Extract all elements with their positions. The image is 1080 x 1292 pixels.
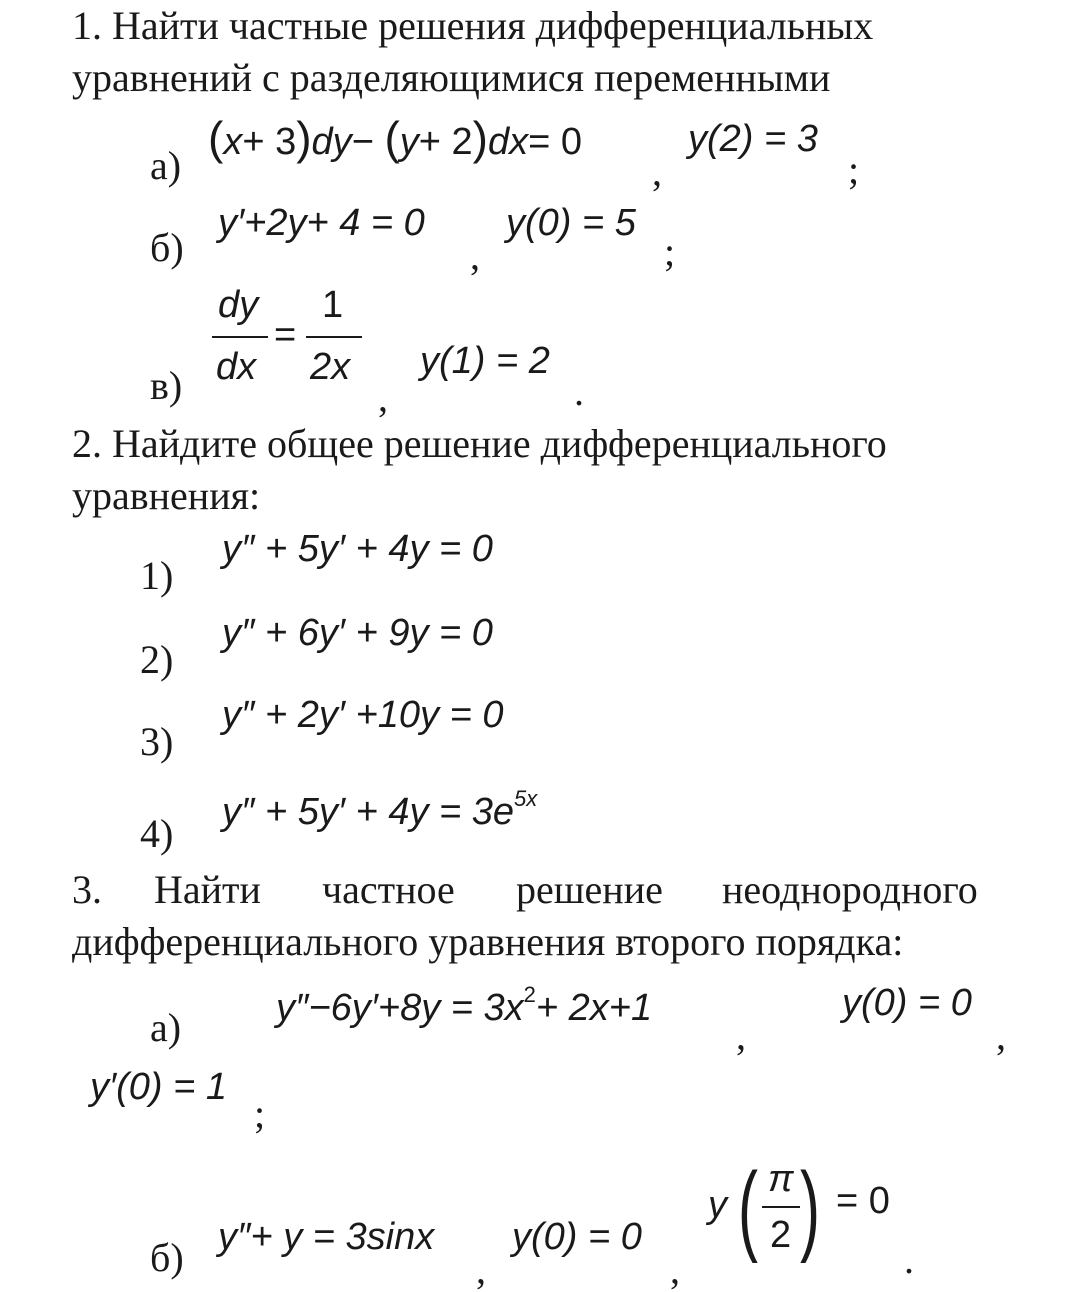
task1a-equation: (x+ 3)dy− (y+ 2)dx= 0 [208, 112, 583, 164]
task1c-label: в) [150, 363, 183, 408]
task1b-condition: y(0) = 5 [506, 202, 636, 244]
task3a-condition2: y′(0) = 1 [90, 1066, 228, 1108]
task1c-fraction-left-numerator: dy [218, 284, 259, 326]
task1c-fraction-right-denominator: 2x [310, 346, 351, 388]
task2-heading-line1: 2. Найдите общее решение дифференциального [72, 421, 887, 466]
task1a-label: а) [150, 143, 182, 188]
task1-heading-line1: 1. Найти частные решения дифференциальных [72, 3, 874, 48]
task3a-comma2: , [996, 1013, 1006, 1058]
task3a-condition1: y(0) = 0 [842, 982, 972, 1024]
task3b-condition2-rhs: = 0 [836, 1180, 890, 1222]
task1c-comma: , [378, 375, 388, 420]
task1a-comma: , [652, 149, 662, 194]
task1-heading-line2: уравнений с разделяющимися переменными [72, 55, 831, 100]
task3-heading-word5: неоднородного [722, 867, 978, 912]
task1c-period: . [574, 369, 584, 414]
task1c-fraction-left-bar [212, 336, 268, 338]
task1b-equation: y′+2y+ 4 = 0 [218, 202, 425, 244]
task1b-comma: , [470, 233, 480, 278]
task3b-condition2-right-paren: ) [800, 1152, 820, 1264]
task3b-condition2-y: y [708, 1184, 727, 1226]
task3b-comma1: , [476, 1247, 486, 1292]
task1a-condition: y(2) = 3 [688, 118, 818, 160]
task3b-condition2-denominator: 2 [770, 1214, 792, 1256]
task1a-semicolon: ; [848, 147, 860, 192]
task2-heading-line2: уравнения: [72, 473, 261, 518]
task2-item4-equation: $y'' + 5y' + 4y = 3e^{5x}$ [222, 786, 538, 833]
task2-item2-equation: y″ + 6y′ + 9y = 0 [222, 612, 493, 654]
task2-item3-label: 3) [140, 719, 174, 764]
task3a-equation: $y''-6y'+8y = 3x^2+ 2x+1$ [276, 982, 653, 1029]
task1c-equals: = [274, 314, 297, 356]
task3b-label: б) [150, 1235, 184, 1280]
task3a-comma1: , [736, 1013, 746, 1058]
task3b-comma2: , [670, 1247, 680, 1292]
task1c-fraction-right-bar [306, 336, 362, 338]
task3-heading-word1: 3. [72, 867, 102, 912]
task2-item2-label: 2) [140, 637, 174, 682]
task3b-condition2-fraction-bar [762, 1206, 800, 1208]
task1b-semicolon: ; [664, 229, 676, 274]
task2-item1-equation: y″ + 5y′ + 4y = 0 [222, 528, 493, 570]
task2-item1-label: 1) [140, 553, 174, 598]
task1c-fraction-right-numerator: 1 [322, 284, 344, 326]
task3b-condition1: y(0) = 0 [512, 1216, 642, 1258]
task1b-label: б) [150, 225, 184, 270]
task3-heading-word4: решение [516, 867, 663, 912]
task3b-condition2-left-paren: ( [738, 1152, 758, 1264]
task3-heading-line2: дифференциального уравнения второго порядка: [72, 919, 904, 964]
task3a-semicolon: ; [254, 1091, 266, 1136]
task1c-fraction-left-denominator: dx [216, 346, 257, 388]
task3b-condition2-numerator: π [768, 1158, 794, 1200]
task3b-period: . [904, 1237, 914, 1282]
task3b-equation: y″+ y = 3sinx [218, 1216, 435, 1258]
task3-heading-word3: частное [322, 867, 455, 912]
task2-item3-equation: y″ + 2y′ +10y = 0 [222, 694, 504, 736]
task3a-label: а) [150, 1005, 182, 1050]
task3-heading-word2: Найти [154, 867, 261, 912]
task2-item4-label: 4) [140, 811, 174, 856]
task1c-condition: y(1) = 2 [420, 340, 550, 382]
